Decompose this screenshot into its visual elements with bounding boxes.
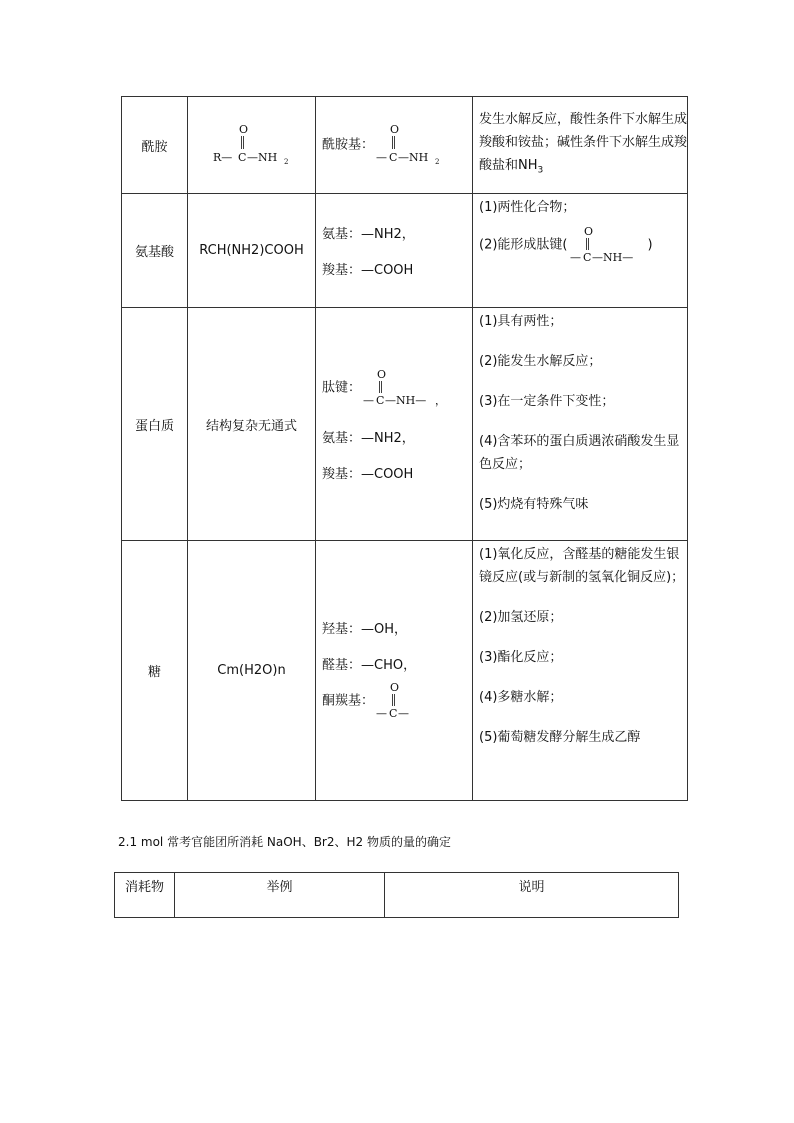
svg-text:C: C bbox=[389, 151, 398, 164]
properties bbox=[473, 308, 688, 541]
column-header: 举例 bbox=[175, 873, 385, 918]
svg-text:2: 2 bbox=[435, 158, 440, 166]
table-row bbox=[122, 97, 688, 194]
svg-text:—: — bbox=[398, 707, 410, 720]
group-label: 酮羰基： bbox=[322, 693, 375, 709]
general-formula: Cm(H2O)n bbox=[188, 541, 316, 801]
ketone-structure bbox=[374, 679, 424, 723]
property-item: (5)葡萄糖发酵分解生成乙醇 bbox=[479, 730, 641, 745]
general-formula: 结构复杂无通式 bbox=[188, 308, 316, 541]
amide-structure bbox=[207, 121, 297, 169]
property-item: (5)灼烧有特殊气味 bbox=[479, 497, 589, 512]
group-line: 氨基：—NH2， bbox=[322, 431, 415, 446]
general-structure bbox=[188, 97, 316, 194]
property-item: (1)具有两性； bbox=[479, 314, 563, 329]
properties bbox=[473, 97, 688, 194]
svg-text:O: O bbox=[583, 225, 593, 238]
svg-text:—NH—: —NH— bbox=[385, 394, 427, 407]
property-item: (1)氧化反应，含醛基的糖能发生银镜反应(或与新制的氢氧化铜反应)； bbox=[479, 547, 685, 585]
svg-text:—NH: —NH bbox=[246, 151, 277, 164]
svg-text:2: 2 bbox=[283, 158, 288, 166]
group-line: 羧基：—COOH bbox=[322, 467, 414, 482]
svg-text:，: ， bbox=[435, 394, 447, 407]
group-line: 氨基：—NH2， bbox=[322, 227, 415, 242]
property-text: ) bbox=[647, 237, 653, 253]
property-item: (2)加氢还原； bbox=[479, 610, 563, 625]
property-item: (1)两性化合物； bbox=[479, 200, 576, 215]
property-item: (2)能发生水解反应； bbox=[479, 354, 602, 369]
svg-text:O: O bbox=[377, 368, 387, 381]
general-formula: RCH(NH2)COOH bbox=[188, 194, 316, 308]
properties bbox=[473, 194, 688, 308]
functional-group bbox=[316, 308, 473, 541]
section-caption: 2.1 mol 常考官能团所消耗 NaOH、Br2、H2 物质的量的确定 bbox=[118, 835, 451, 849]
property-item: (3)酯化反应； bbox=[479, 650, 563, 665]
svg-text:C: C bbox=[389, 707, 398, 720]
peptide-bond-structure bbox=[568, 223, 648, 267]
group-line: 醛基：—CHO， bbox=[322, 658, 417, 673]
column-header: 消耗物 bbox=[115, 873, 175, 918]
table-row bbox=[122, 194, 688, 308]
svg-text:—: — bbox=[569, 251, 581, 264]
subscript: 3 bbox=[537, 165, 544, 176]
functional-group-table bbox=[121, 96, 688, 801]
peptide-bond-structure bbox=[361, 366, 453, 410]
property-item: (4)多糖水解； bbox=[479, 690, 563, 705]
svg-text:—: — bbox=[363, 394, 375, 407]
group-line bbox=[322, 679, 472, 723]
svg-text:C: C bbox=[582, 251, 591, 264]
compound-name: 蛋白质 bbox=[122, 308, 188, 541]
compound-name: 糖 bbox=[122, 541, 188, 801]
functional-group bbox=[316, 194, 473, 308]
table-header-row bbox=[115, 873, 679, 918]
group-line bbox=[322, 366, 472, 410]
functional-group bbox=[316, 97, 473, 194]
svg-text:O: O bbox=[238, 123, 248, 136]
svg-text:C: C bbox=[376, 394, 385, 407]
compound-name: 酰胺 bbox=[122, 97, 188, 194]
group-line: 羟基：—OH， bbox=[322, 622, 408, 637]
compound-name: 氨基酸 bbox=[122, 194, 188, 308]
properties bbox=[473, 541, 688, 801]
property-item: (4)含苯环的蛋白质遇浓硝酸发生显色反应； bbox=[479, 434, 680, 472]
svg-text:—: — bbox=[376, 707, 388, 720]
svg-text:—NH: —NH bbox=[398, 151, 429, 164]
consumption-table bbox=[114, 872, 679, 918]
table-row bbox=[122, 541, 688, 801]
table-row bbox=[122, 308, 688, 541]
svg-text:C: C bbox=[237, 151, 246, 164]
group-label: 肽键： bbox=[322, 380, 362, 396]
property-text: 发生水解反应，酸性条件下水解生成羧酸和铵盐；碱性条件下水解生成羧酸盐和NH bbox=[479, 111, 688, 173]
property-text: (2)能形成肽键( bbox=[479, 237, 568, 253]
functional-group bbox=[316, 541, 473, 801]
svg-text:O: O bbox=[390, 681, 400, 694]
column-header: 说明 bbox=[385, 873, 679, 918]
group-label: 酰胺基： bbox=[322, 137, 375, 153]
svg-text:—: — bbox=[376, 151, 388, 164]
amide-group-structure bbox=[374, 121, 446, 169]
svg-text:—NH—: —NH— bbox=[591, 251, 633, 264]
svg-text:O: O bbox=[390, 123, 400, 136]
svg-text:R—: R— bbox=[212, 151, 232, 164]
property-item bbox=[479, 223, 687, 267]
property-item: (3)在一定条件下变性； bbox=[479, 394, 615, 409]
group-line: 羧基：—COOH bbox=[322, 263, 414, 278]
